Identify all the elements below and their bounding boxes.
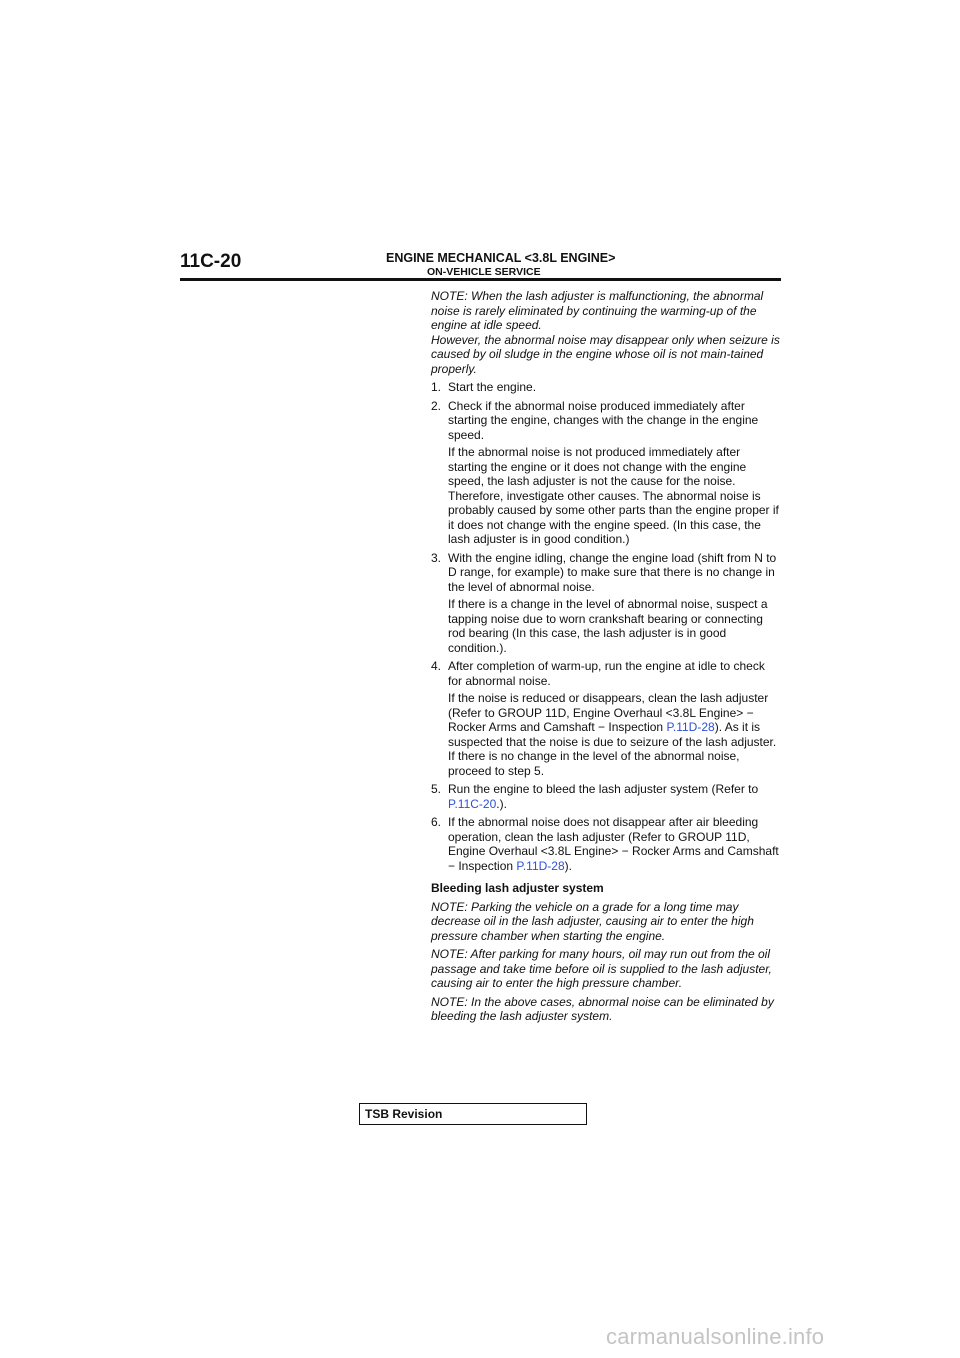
step-number: 1. [431, 380, 442, 394]
list-item [431, 399, 781, 547]
step-text [448, 782, 781, 811]
step-text: Start the engine. [448, 380, 537, 394]
page-number: 11C-20 [180, 251, 242, 272]
step-text [448, 815, 781, 873]
step-detail: If there is a change in the level of abnormal noise, suspect a tapping noise due to worn crankshaft bearing or connecting rod bearing (In this case, the lash adjuster is in good condition.). [448, 597, 768, 655]
note-bleeding: NOTE: In the above cases, abnormal noise can be eliminated by bleeding the lash adjuster system. [431, 994, 774, 1023]
list-item [431, 782, 781, 811]
section-title: ENGINE MECHANICAL <3.8L ENGINE> [386, 251, 616, 265]
list-item [431, 551, 781, 656]
step-text-part: .). [496, 796, 507, 811]
page-reference-link[interactable]: P.11D-28 [666, 720, 715, 734]
list-item [431, 815, 781, 873]
detail-text: ). As it is suspected that the noise is due to seizure of the lash adjuster. If there is no change in the level of the abnormal noise, proceed to step 5. [448, 720, 777, 778]
note-seizure: However, the abnormal noise may disappear only when seizure is caused by oil sludge in the engine whose oil is not main-tained properly. [431, 332, 780, 376]
page-reference-link[interactable]: P.11C-20 [448, 796, 497, 811]
tsb-revision-box [359, 1103, 587, 1125]
step-text-part: Run the engine to bleed the lash adjuster system (Refer to [448, 782, 759, 796]
tsb-revision-label: TSB Revision [365, 1107, 443, 1121]
main-content [431, 289, 781, 1028]
note-long-parking: NOTE: After parking for many hours, oil may run out from the oil passage and take time before oil is supplied to the lash adjuster, causing air to enter the high pressure chamber. [431, 947, 772, 990]
step-text: With the engine idling, change the engine load (shift from N to D range, for example) to make sure that there is no change in the level of abnormal noise. [448, 550, 777, 594]
header-rule [180, 278, 781, 281]
step-number: 4. [431, 659, 442, 673]
step-number: 6. [431, 815, 442, 829]
bleeding-heading: Bleeding lash adjuster system [431, 881, 604, 895]
note-grade-parking: NOTE: Parking the vehicle on a grade for a long time may decrease oil in the lash adjuster, causing air to enter the high pressure chamber when starting the engine. [431, 899, 754, 943]
step-text: Check if the abnormal noise produced immediately after starting the engine, changes with the change in the engine speed. [448, 398, 759, 442]
step-number: 3. [431, 550, 442, 565]
note-malfunction: NOTE: When the lash adjuster is malfunctioning, the abnormal noise is rarely eliminated by continuing the warming-up of the engine at idle speed. [431, 289, 764, 332]
list-item [431, 380, 781, 395]
watermark: carmanualsonline.info [606, 1324, 825, 1349]
subsection-title: ON-VEHICLE SERVICE [427, 266, 541, 278]
step-detail: If the abnormal noise is not produced immediately after starting the engine or it does not change with the engine speed, the lash adjuster is not the cause for the noise. Therefore, investigate other causes. The abnormal noise is probably caused by some other parts than the engine proper if it does not change with the engine speed. (In this case, the lash adjuster is in good condition.) [448, 445, 779, 546]
step-number: 2. [431, 398, 442, 413]
step-text-part: ). [564, 858, 572, 873]
list-item [431, 659, 781, 778]
step-number: 5. [431, 782, 442, 796]
step-detail [448, 691, 781, 778]
step-text: After completion of warm-up, run the engine at idle to check for abnormal noise. [448, 659, 765, 688]
step-text-part: If the abnormal noise does not disappear after air bleeding operation, clean the lash adjuster (Refer to GROUP 11D, Engine Overhaul <3.8L Engine> − Rocker Arms and Camshaft − Inspection [448, 815, 779, 873]
detail-text: If the noise is reduced or disappears, clean the lash adjuster (Refer to GROUP 11D, Engine Overhaul <3.8L Engine> − Rocker Arms and Camshaft − Inspection [448, 691, 769, 734]
procedure-steps [431, 380, 781, 873]
page-reference-link[interactable]: P.11D-28 [516, 858, 565, 873]
